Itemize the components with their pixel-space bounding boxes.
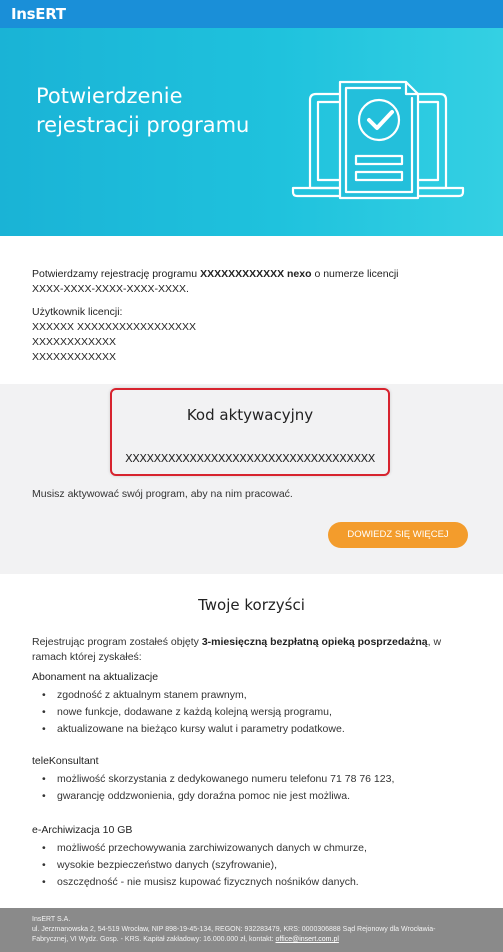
- benefit-group-title: Abonament na aktualizacje: [32, 671, 159, 683]
- activation-code-title: Kod aktywacyjny: [186, 406, 314, 424]
- hero-title-line-2: rejestracji programu: [36, 113, 250, 137]
- benefit-list: [42, 840, 367, 891]
- learn-more-button[interactable]: DOWIEDZ SIĘ WIĘCEJ: [328, 522, 468, 548]
- benefits-lead: [32, 635, 477, 665]
- benefit-group-title: e-Archiwizacja 10 GB: [32, 824, 133, 836]
- footer-court-text: Fabrycznej, VI Wydz. Gosp. - KRS. Kapitał zakładowy: 16.000.000 zł, kontakt:: [32, 936, 276, 943]
- hero-banner: [0, 28, 503, 236]
- benefits-lead-suffix: , w ramach której zyskałeś:: [32, 636, 442, 663]
- laptop-document-check-icon: [288, 80, 468, 228]
- license-user-line-1: XXXXXX XXXXXXXXXXXXXXXXX: [32, 321, 196, 333]
- footer-email-link[interactable]: office@insert.com.pl: [275, 936, 339, 943]
- benefit-item: • nowe funkcje, dodawane z każdą kolejną wersją programu,: [42, 704, 345, 721]
- benefit-item: • zgodność z aktualnym stanem prawnym,: [42, 687, 345, 704]
- license-user-line-3: XXXXXXXXXXXX: [32, 351, 117, 363]
- footer-company: InsERT S.A.: [32, 916, 71, 923]
- footer-address: ul. Jerzmanowska 2, 54-519 Wrocław, NIP 898-19-45-134, REGON: 932283479, KRS: 0000306888 Sąd Rejonowy dla Wrocławia-: [32, 926, 436, 933]
- registration-text-suffix: o numerze licencji: [311, 268, 399, 280]
- activation-info: Musisz aktywować swój program, aby na nim pracować.: [32, 488, 293, 500]
- benefit-item: • możliwość przechowywania zarchiwizowanych danych w chmurze,: [42, 840, 367, 857]
- hero-title-line-1: Potwierdzenie: [36, 84, 183, 108]
- benefit-list: [42, 687, 345, 738]
- license-user-label: Użytkownik licencji:: [32, 306, 123, 318]
- registration-details: [32, 267, 472, 365]
- registration-text: [32, 267, 472, 282]
- benefit-item: • wysokie bezpieczeństwo danych (szyfrowanie),: [42, 857, 367, 874]
- benefit-item: • oszczędność - nie musisz kupować fizycznych nośników danych.: [42, 874, 367, 891]
- benefit-item: • gwarancję oddzwonienia, gdy doraźna pomoc nie jest możliwa.: [42, 788, 394, 805]
- benefit-item: • aktualizowane na bieżąco kursy walut i parametry podatkowe.: [42, 721, 345, 738]
- benefits-lead-prefix: Rejestrując program zostałeś objęty: [32, 636, 202, 648]
- benefits-title: Twoje korzyści: [198, 596, 305, 614]
- benefit-group-title: teleKonsultant: [32, 755, 99, 767]
- license-user-line-2: XXXXXXXXXXXX: [32, 336, 117, 348]
- hero-title: [36, 82, 276, 140]
- program-name: XXXXXXXXXXXX nexo: [200, 268, 312, 280]
- benefit-item: • możliwość skorzystania z dedykowanego numeru telefonu 71 78 76 123,: [42, 771, 394, 788]
- benefits-lead-bold: 3-miesięczną bezpłatną opieką posprzedażną: [201, 636, 428, 648]
- footer-court-info: [32, 935, 503, 945]
- insert-logo[interactable]: InsERT: [11, 5, 66, 23]
- header-bar: [0, 0, 503, 28]
- activation-code-box: [110, 388, 390, 476]
- benefit-list: [42, 771, 394, 805]
- activation-code-value[interactable]: XXXXXXXXXXXXXXXXXXXXXXXXXXXXXXXXXXX: [125, 452, 375, 465]
- registration-text-prefix: Potwierdzamy rejestrację programu: [32, 268, 201, 280]
- license-number: XXXX-XXXX-XXXX-XXXX-XXXX.: [32, 283, 189, 295]
- footer: [0, 908, 503, 952]
